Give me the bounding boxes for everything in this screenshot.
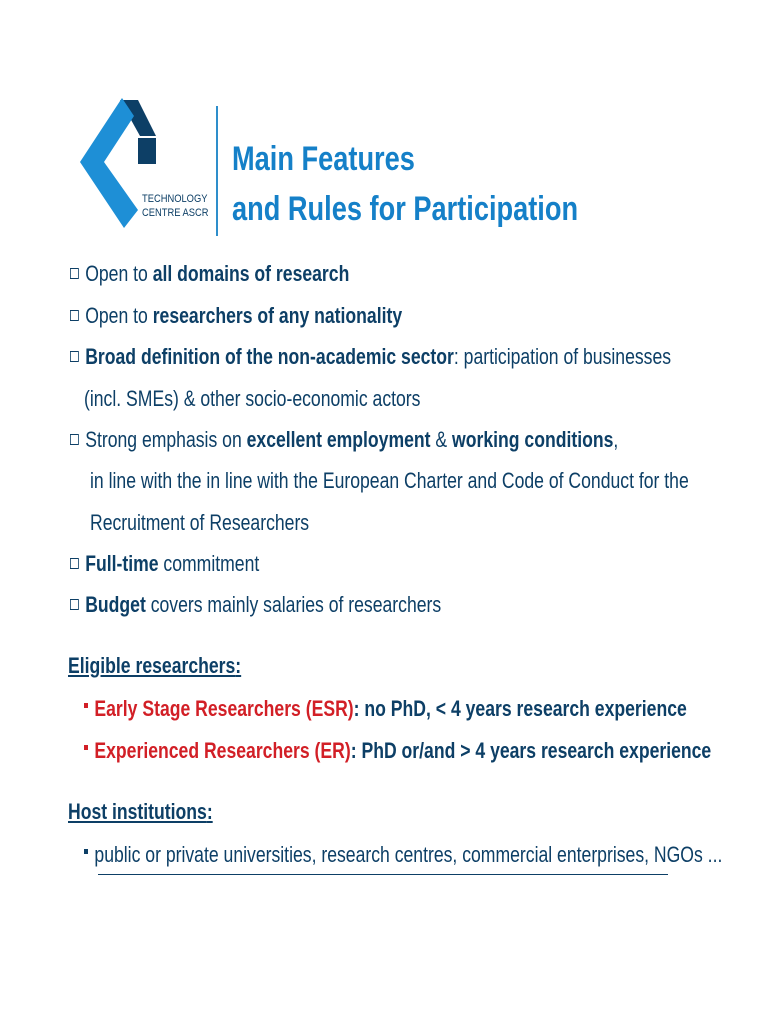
eligible-item-esr: Early Stage Researchers (ESR): no PhD, < 4 years research experience: [84, 696, 687, 722]
host-underline-rule: [98, 874, 668, 875]
square-bullet-icon: [84, 745, 88, 750]
feature-item: Open to researchers of any nationality: [70, 303, 402, 329]
host-item: public or private universities, research centres, commercial enterprises, NGOs ...: [84, 842, 722, 868]
feature-continuation: (incl. SMEs) & other socio-economic actors: [84, 386, 421, 411]
feature-item: Budget covers mainly salaries of researchers: [70, 592, 441, 618]
technology-centre-logo: [80, 98, 210, 238]
page-title: [232, 134, 578, 234]
checkbox-bullet-icon: [70, 434, 79, 445]
feature-continuation: in line with the in line with the European Charter and Code of Conduct for the: [90, 468, 689, 493]
checkbox-bullet-icon: [70, 310, 79, 321]
host-institutions-heading: Host institutions:: [68, 799, 213, 824]
feature-item: Full-time commitment: [70, 551, 259, 577]
checkbox-bullet-icon: [70, 351, 79, 362]
feature-item: Broad definition of the non-academic sector: participation of businesses: [70, 344, 671, 370]
checkbox-bullet-icon: [70, 558, 79, 569]
square-bullet-icon: [84, 849, 88, 854]
feature-item: Strong emphasis on excellent employment & working conditions,: [70, 427, 618, 453]
square-bullet-icon: [84, 703, 88, 708]
eligible-item-er: Experienced Researchers (ER): PhD or/and > 4 years research experience: [84, 738, 711, 764]
title-line2: and Rules for Participation: [232, 190, 579, 228]
checkbox-bullet-icon: [70, 599, 79, 610]
checkbox-bullet-icon: [70, 268, 79, 279]
logo-text-line1: TECHNOLOGY: [142, 193, 208, 205]
logo-text-line2: CENTRE ASCR: [142, 207, 209, 219]
title-line1: Main Features: [232, 140, 415, 178]
eligible-researchers-heading: Eligible researchers:: [68, 653, 242, 678]
feature-item: Open to all domains of research: [70, 261, 349, 287]
feature-continuation: Recruitment of Researchers: [90, 510, 310, 535]
header-divider: [216, 106, 218, 236]
